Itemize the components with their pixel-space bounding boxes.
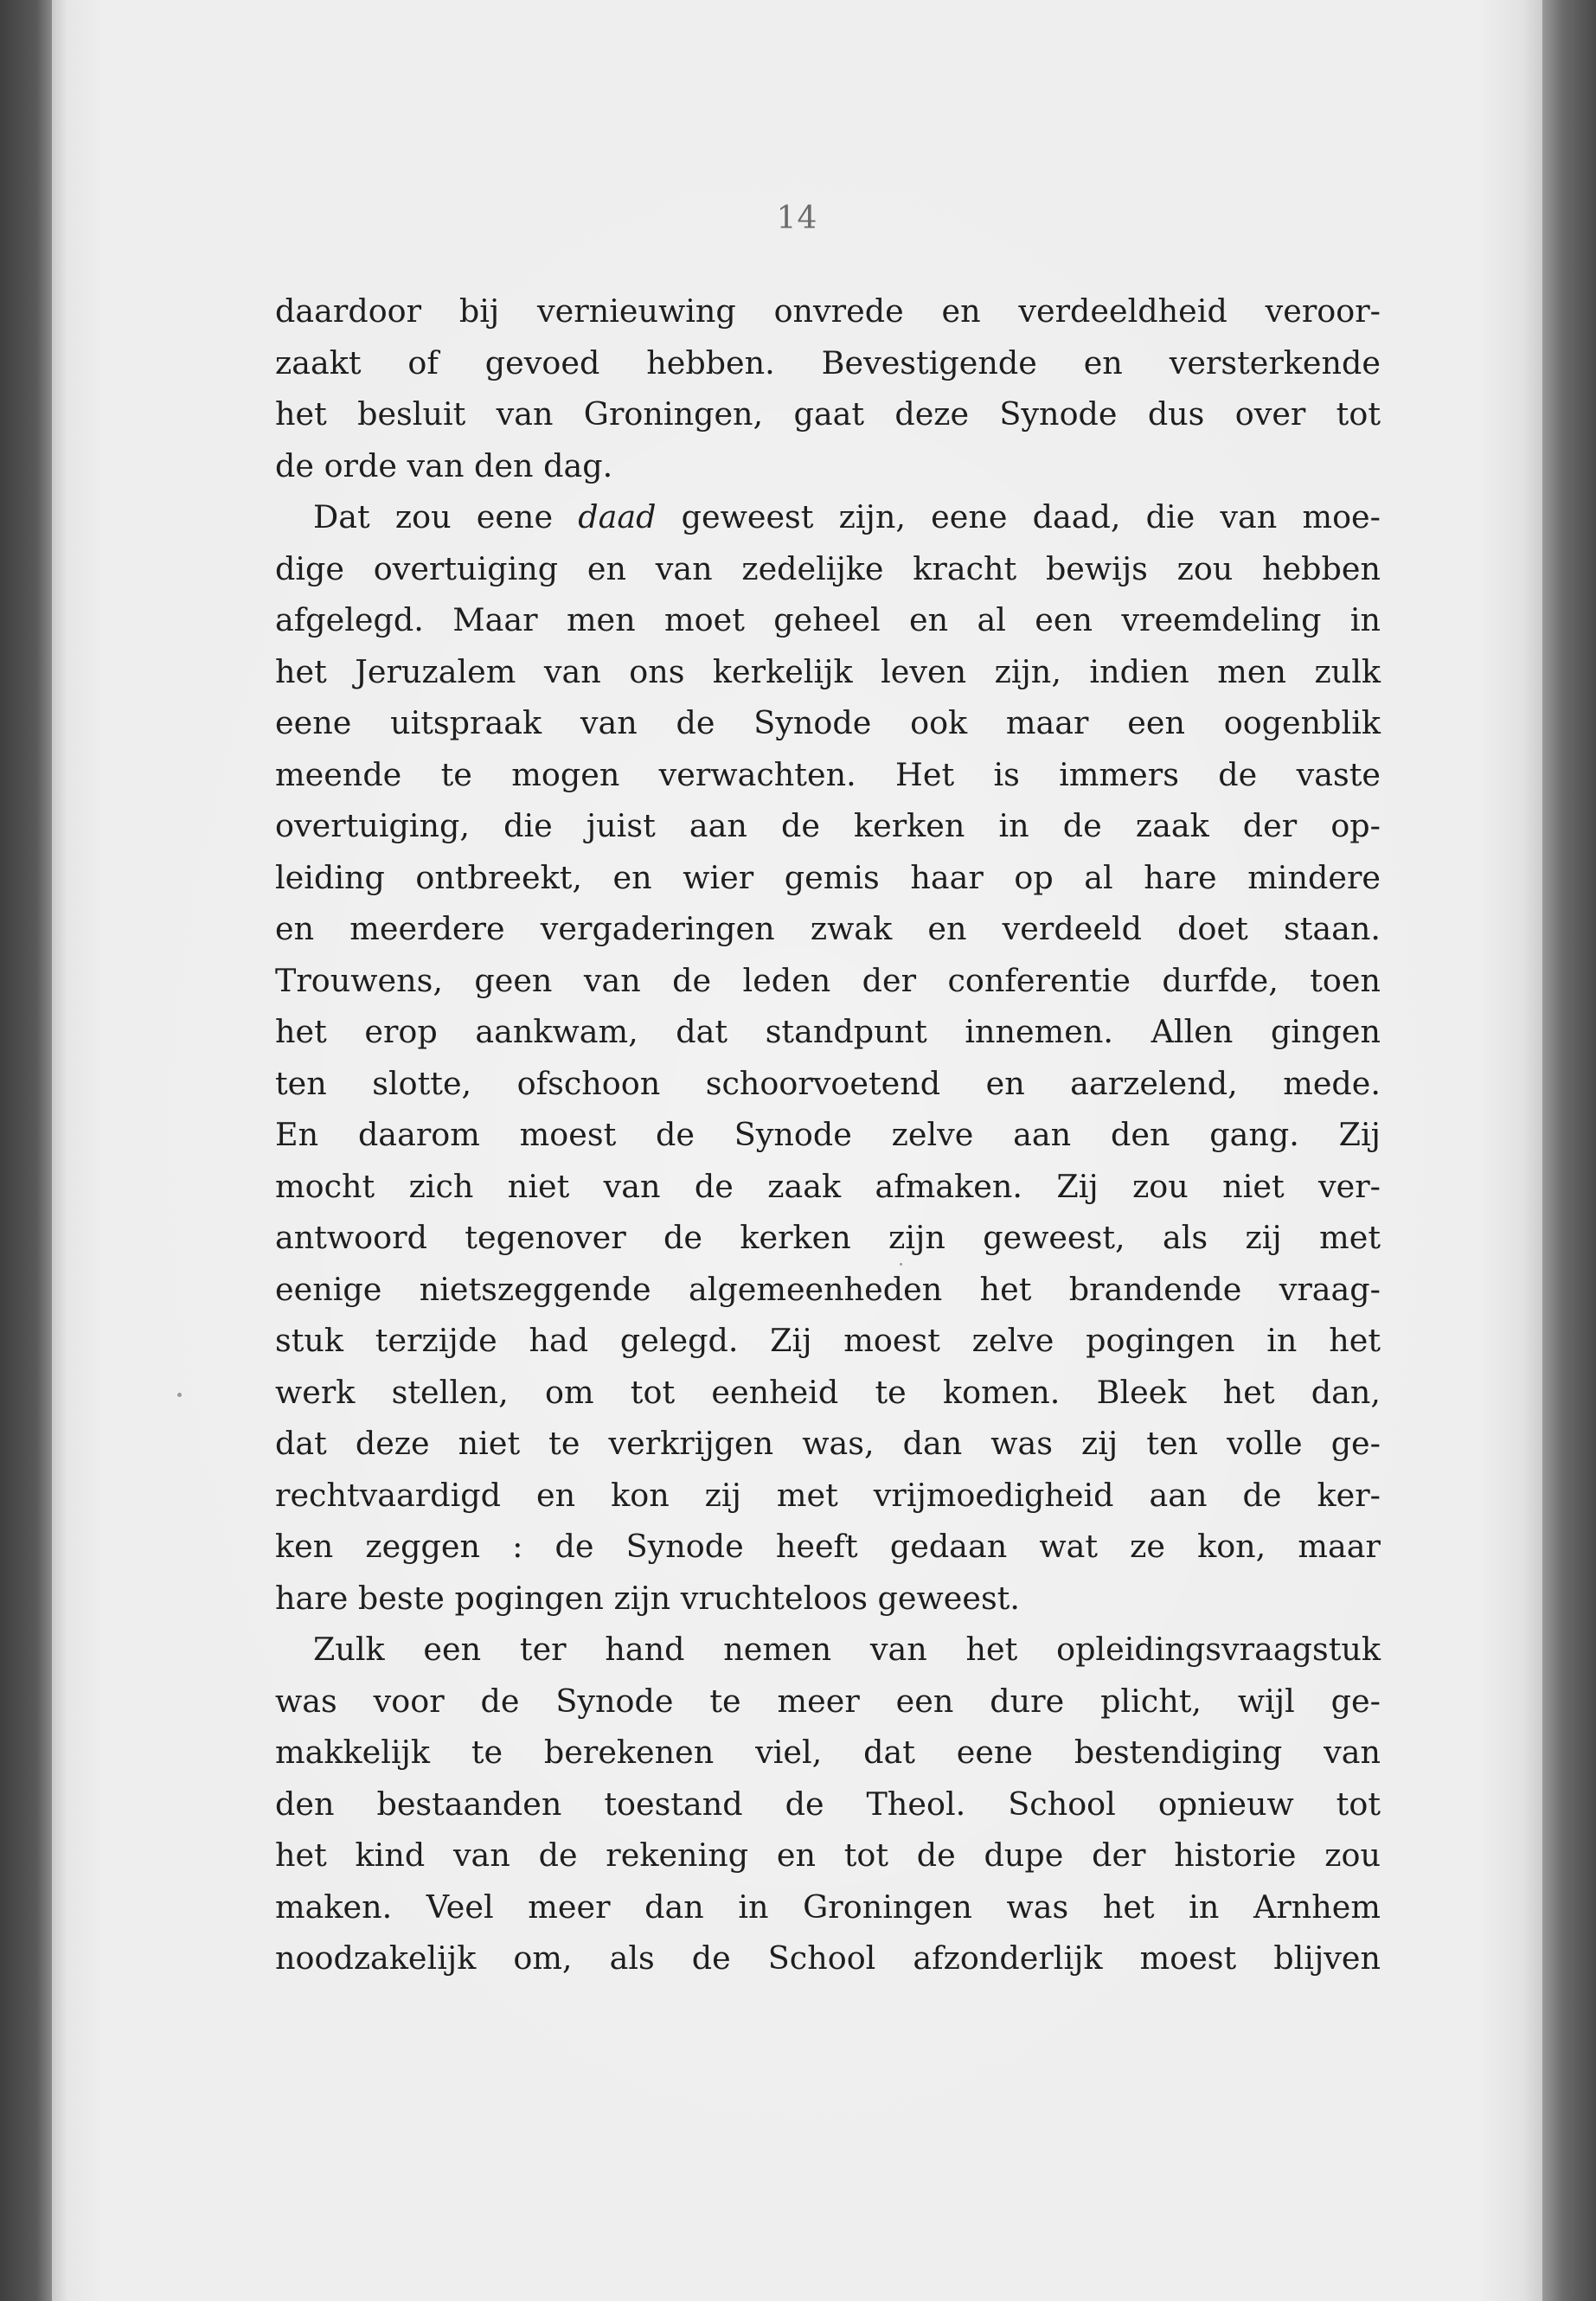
text-line: ten slotte, ofschoon schoorvoetend en aarzelend, mede. xyxy=(275,1064,1381,1102)
text-line: Zulk een ter hand nemen van het opleidingsvraagstuk xyxy=(313,1631,1381,1668)
scan-right-margin xyxy=(1542,0,1596,2301)
text-line: zaakt of gevoed hebben. Bevestigende en versterkende xyxy=(275,343,1381,381)
text-segment: Dat zou eene xyxy=(313,498,579,535)
text-line: het besluit van Groningen, gaat deze Synode dus over tot xyxy=(275,395,1381,433)
text-line: dat deze niet te verkrijgen was, dan was zij ten volle ge- xyxy=(275,1425,1381,1462)
paper-speck xyxy=(900,1263,902,1266)
text-line: ken zeggen : de Synode heeft gedaan wat ze kon, maar xyxy=(275,1528,1381,1565)
text-segment: geweest zijn, eene daad, die van moe- xyxy=(656,498,1381,535)
text-line: het kind van de rekening en tot de dupe der historie zou xyxy=(275,1836,1381,1874)
text-line: en meerdere vergaderingen zwak en verdeeld doet staan. xyxy=(275,910,1381,947)
text-line: leiding ontbreekt, en wier gemis haar op al hare mindere xyxy=(275,858,1381,896)
page-number: 14 xyxy=(776,201,818,236)
text-line: werk stellen, om tot eenheid te komen. Bleek het dan, xyxy=(275,1373,1381,1411)
book-page xyxy=(52,0,1542,2301)
text-line: Trouwens, geen van de leden der conferentie durfde, toen xyxy=(275,961,1381,999)
paper-speck xyxy=(177,1393,182,1397)
text-line: eene uitspraak van de Synode ook maar een oogenblik xyxy=(275,704,1381,741)
text-line: dige overtuiging en van zedelijke kracht bewijs zou hebben xyxy=(275,549,1381,587)
text-line: makkelijk te berekenen viel, dat eene bestendiging van xyxy=(275,1734,1381,1771)
text-line: het erop aankwam, dat standpunt innemen. Allen gingen xyxy=(275,1013,1381,1050)
text-line: was voor de Synode te meer een dure plicht, wijl ge- xyxy=(275,1682,1381,1720)
text-line: afgelegd. Maar men moet geheel en al een vreemdeling in xyxy=(275,601,1381,638)
scan-left-margin xyxy=(0,0,52,2301)
text-line: eenige nietszeggende algemeenheden het brandende vraag- xyxy=(275,1270,1381,1308)
text-line: En daarom moest de Synode zelve aan den gang. Zij xyxy=(275,1116,1381,1153)
text-line: daardoor bij vernieuwing onvrede en verdeeldheid veroor- xyxy=(275,292,1381,330)
text-line: het Jeruzalem van ons kerkelijk leven zijn, indien men zulk xyxy=(275,652,1381,690)
text-line: stuk terzijde had gelegd. Zij moest zelve pogingen in het xyxy=(275,1322,1381,1359)
text-line: mocht zich niet van de zaak afmaken. Zij zou niet ver- xyxy=(275,1167,1381,1205)
text-line: den bestaanden toestand de Theol. School opnieuw tot xyxy=(275,1785,1381,1823)
text-line: antwoord tegenover de kerken zijn geweest, als zij met xyxy=(275,1219,1381,1256)
text-line: meende te mogen verwachten. Het is immers de vaste xyxy=(275,755,1381,793)
text-line: overtuiging, die juist aan de kerken in de zaak der op- xyxy=(275,807,1381,844)
text-line xyxy=(275,491,1381,543)
italic-word: daad xyxy=(578,498,657,535)
text-line: noodzakelijk om, als de School afzonderlijk moest blijven xyxy=(275,1939,1381,1977)
text-line: maken. Veel meer dan in Groningen was het in Arnhem xyxy=(275,1888,1381,1926)
text-line: de orde van den dag. xyxy=(275,446,613,484)
text-line: rechtvaardigd en kon zij met vrijmoedigheid aan de ker- xyxy=(275,1476,1381,1514)
text-line: hare beste pogingen zijn vruchteloos geweest. xyxy=(275,1579,1020,1617)
body-text xyxy=(275,285,1381,1984)
